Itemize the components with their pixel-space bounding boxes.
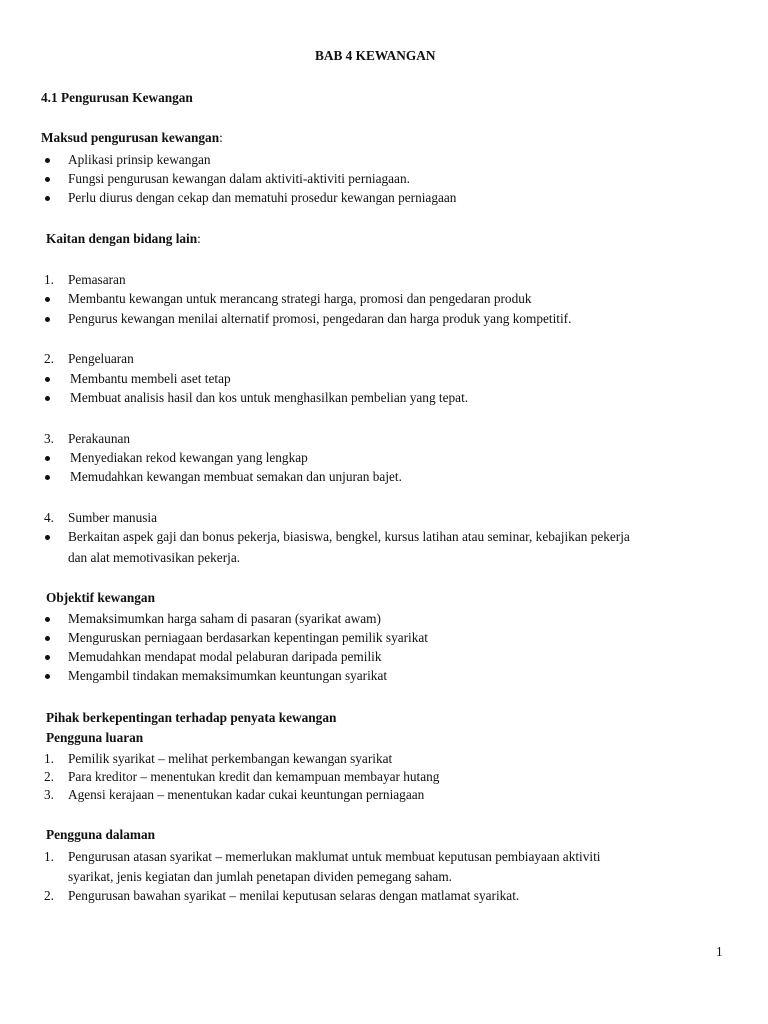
group-item: Memudahkan kewangan membuat semakan dan unjuran bajet. [70, 469, 402, 484]
bullet-icon [45, 609, 50, 622]
bullet-icon [45, 666, 50, 679]
luaran-item: Agensi kerajaan – menentukan kadar cukai keuntungan perniagaan [68, 787, 425, 802]
group-title: Sumber manusia [68, 510, 158, 525]
list-number: 2. [44, 888, 54, 903]
list-number: 3. [44, 787, 54, 802]
section-heading: 4.1 Pengurusan Kewangan [41, 90, 193, 105]
page-title: BAB 4 KEWANGAN [315, 48, 436, 63]
maksud-heading: Maksud pengurusan kewangan [41, 130, 220, 145]
group-item: Membuat analisis hasil dan kos untuk menghasilkan pembelian yang tepat. [70, 390, 469, 405]
maksud-heading-line [41, 128, 223, 147]
luaran-item: Pemilik syarikat – melihat perkembangan kewangan syarikat [68, 751, 393, 766]
maksud-item: Aplikasi prinsip kewangan [68, 152, 211, 167]
kaitan-colon: : [197, 231, 201, 246]
objektif-item: Mengambil tindakan memaksimumkan keuntungan syarikat [68, 668, 388, 683]
bullet-icon [45, 309, 50, 322]
group-item-continuation: dan alat memotivasikan pekerja. [68, 550, 241, 565]
dalaman-heading: Pengguna dalaman [46, 827, 155, 842]
list-number: 2. [44, 769, 54, 784]
bullet-icon [45, 647, 50, 660]
list-number: 1. [44, 849, 54, 864]
group-number: 1. [44, 272, 54, 287]
bullet-icon [45, 169, 50, 182]
group-item: Membantu kewangan untuk merancang strategi harga, promosi dan pengedaran produk [68, 291, 532, 306]
group-item: Pengurus kewangan menilai alternatif promosi, pengedaran dan harga produk yang kompetitif. [68, 311, 572, 326]
group-number: 4. [44, 510, 54, 525]
bullet-icon [45, 527, 50, 540]
dalaman-item: Pengurusan atasan syarikat – memerlukan maklumat untuk membuat keputusan pembiayaan aktiviti [68, 849, 601, 864]
luaran-heading: Pengguna luaran [46, 730, 144, 745]
pihak-heading: Pihak berkepentingan terhadap penyata kewangan [46, 710, 337, 725]
objektif-item: Memudahkan mendapat modal pelaburan daripada pemilik [68, 649, 382, 664]
luaran-item: Para kreditor – menentukan kredit dan kemampuan membayar hutang [68, 769, 440, 784]
bullet-icon [45, 388, 50, 401]
maksud-item: Perlu diurus dengan cekap dan mematuhi prosedur kewangan perniagaan [68, 190, 457, 205]
page-number: 1 [716, 944, 723, 959]
bullet-icon [45, 467, 50, 480]
maksud-item: Fungsi pengurusan kewangan dalam aktiviti-aktiviti perniagaan. [68, 171, 410, 186]
kaitan-heading: Kaitan dengan bidang lain [46, 231, 198, 246]
maksud-colon: : [219, 130, 223, 145]
group-title: Pemasaran [68, 272, 126, 287]
list-number: 1. [44, 751, 54, 766]
group-title: Perakaunan [68, 431, 131, 446]
objektif-item: Menguruskan perniagaan berdasarkan kepentingan pemilik syarikat [68, 630, 428, 645]
bullet-icon [45, 188, 50, 201]
bullet-icon [45, 448, 50, 461]
group-number: 3. [44, 431, 54, 446]
bullet-icon [45, 369, 50, 382]
bullet-icon [45, 289, 50, 302]
group-item: Berkaitan aspek gaji dan bonus pekerja, biasiswa, bengkel, kursus latihan atau seminar, kebajikan pekerja [68, 529, 630, 544]
bullet-icon [45, 628, 50, 641]
dalaman-item-continuation: syarikat, jenis kegiatan dan jumlah penetapan dividen pemegang saham. [68, 869, 453, 884]
group-number: 2. [44, 351, 54, 366]
dalaman-item: Pengurusan bawahan syarikat – menilai keputusan selaras dengan matlamat syarikat. [68, 888, 520, 903]
objektif-heading: Objektif kewangan [46, 590, 155, 605]
bullet-icon [45, 150, 50, 163]
group-item: Membantu membeli aset tetap [70, 371, 231, 386]
group-title: Pengeluaran [68, 351, 134, 366]
objektif-item: Memaksimumkan harga saham di pasaran (syarikat awam) [68, 611, 381, 626]
group-item: Menyediakan rekod kewangan yang lengkap [70, 450, 308, 465]
kaitan-heading-line [46, 229, 201, 248]
